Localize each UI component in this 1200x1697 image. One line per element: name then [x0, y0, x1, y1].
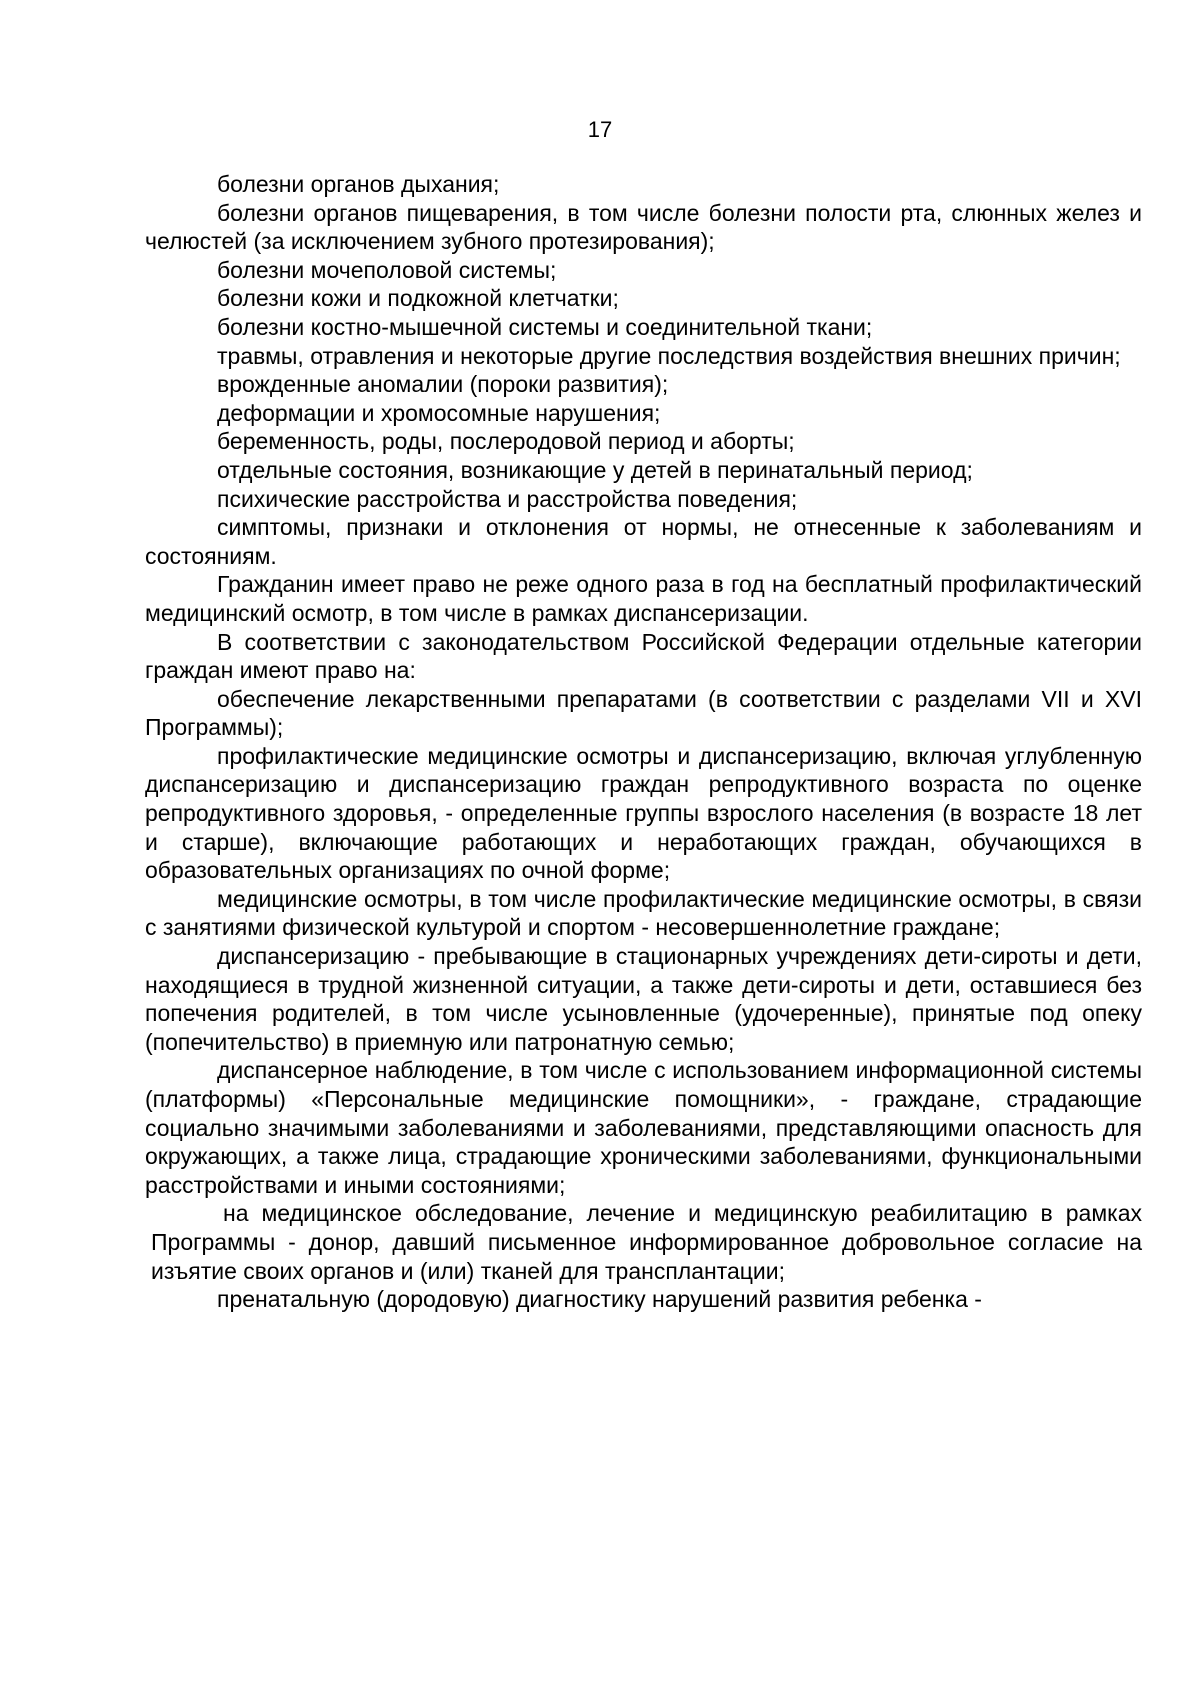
paragraph-medicines: обеспечение лекарственными препаратами (в соответствии с разделами VII и XVI Программы); — [145, 685, 1142, 741]
paragraph-injuries: травмы, отравления и некоторые другие последствия воздействия внешних причин; — [217, 342, 1121, 369]
paragraph-pregnancy: беременность, роды, послеродовой период и аборты; — [217, 428, 795, 455]
paragraph-chromosomal: деформации и хромосомные нарушения; — [217, 399, 661, 426]
paragraph-respiratory: болезни органов дыхания; — [217, 171, 500, 197]
paragraph-preventive-exams: профилактические медицинские осмотры и диспансеризацию, включая углубленную диспансеризацию и диспансеризацию граждан репродуктивного возраста по оценке репродуктивного здоровья, - определенные группы взрослого населения (в возрасте 18 лет и старше), включающие работающих и неработающих граждан, обучающихся в образовательных организациях по очной форме; — [145, 742, 1142, 884]
document-body — [145, 170, 1142, 1314]
paragraph-prenatal: пренатальную (дородовую) диагностику нарушений развития ребенка - — [217, 1286, 982, 1313]
paragraph-mental: психические расстройства и расстройства поведения; — [217, 485, 798, 512]
paragraph-symptoms: симптомы, признаки и отклонения от нормы, не отнесенные к заболеваниям и состояниям. — [145, 514, 1142, 569]
paragraph-donor: на медицинское обследование, лечение и медицинскую реабилитацию в рамках Программы - донор, давший письменное информированное добровольное согласие на изъятие своих органов и (или) тканей для трансплантации; — [151, 1200, 1142, 1284]
paragraph-medical-exams-sport: медицинские осмотры, в том числе профилактические медицинские осмотры, в связи с занятиями физической культурой и спортом - несовершеннолетние граждане; — [145, 885, 1142, 941]
paragraph-digestive: болезни органов пищеварения, в том числе болезни полости рта, слюнных желез и челюстей (за исключением зубного протезирования); — [145, 199, 1142, 255]
paragraph-genitourinary: болезни мочеполовой системы; — [217, 256, 557, 283]
paragraph-orphans: диспансеризацию - пребывающие в стационарных учреждениях дети-сироты и дети, находящиеся в трудной жизненной ситуации, а также дети-сироты и дети, оставшиеся без попечения родителей, в том числе усыновленные (удочеренные), принятые под опеку (попечительство) в приемную или патронатную семью; — [145, 943, 1142, 1055]
page-number: 17 — [587, 117, 613, 142]
paragraph-dispensary-observation: диспансерное наблюдение, в том числе с использованием информационной системы (платформы) «Персональные медицинские помощники», - граждане, страдающие социально значимыми заболеваниями и заболеваниями, представляющими опасность для окружающих, а также лица, страдающие хроническими заболеваниями, функциональными расстройствами и иными состояниями; — [145, 1057, 1142, 1198]
paragraph-congenital: врожденные аномалии (пороки развития); — [217, 371, 669, 398]
paragraph-perinatal: отдельные состояния, возникающие у детей в перинатальный период; — [217, 456, 973, 483]
paragraph-categories-intro: В соответствии с законодательством Российской Федерации отдельные категории граждан имеют право на: — [145, 628, 1142, 684]
paragraph-musculoskeletal: болезни костно-мышечной системы и соединительной ткани; — [217, 313, 873, 340]
paragraph-annual-checkup: Гражданин имеет право не реже одного раза в год на бесплатный профилактический медицинский осмотр, в том числе в рамках диспансеризации. — [145, 571, 1142, 626]
paragraph-skin: болезни кожи и подкожной клетчатки; — [217, 285, 619, 312]
